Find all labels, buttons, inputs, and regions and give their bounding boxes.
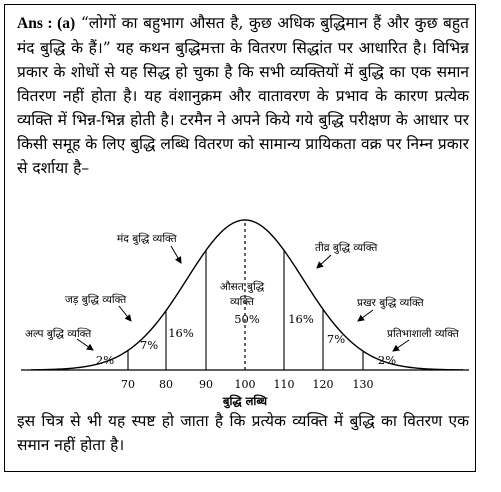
label-ausat-line2: व्यक्ति <box>229 296 255 308</box>
tick-label-130: 130 <box>352 378 374 391</box>
arrow-mand <box>171 246 181 263</box>
percent-label-high-16: 16% <box>288 312 314 326</box>
percent-label-mid-50: 50% <box>234 312 260 326</box>
percent-label-low-7: 7% <box>139 338 159 352</box>
label-jad-buddhi: जड़ बुद्धि व्यक्ति <box>65 294 127 306</box>
tick-label-80: 80 <box>159 378 173 391</box>
intro-text: “लोगों का बहुभाग औसत है, कुछ अधिक बुद्धिमान हैं और कुछ बहुत मंद बुद्धि के हैं।” यह कथन बुद्धिमत्ता के वितरण सिद्धांत पर आधारित है। विभिन्न प्रकार के शोधों से यह सिद्ध हो चुका है कि सभी व्यक्तियों में बुद्धि का एक समान वितरण नहीं होता है। यह वंशानुक्रम और वातावरण के प्रभाव के कारण प्रत्येक व्यक्ति में भिन्न-भिन्न होती है। टरमैन ने अपने किये गये बुद्धि परीक्षण के आधार पर किसी समूह के लिए बुद्धि लब्धि वितरण को सामान्य प्रायिकता वक्र पर निम्न प्रकार से दर्शाया है– <box>17 14 469 177</box>
label-pratibhashali: प्रतिभाशाली व्यक्ति <box>387 328 459 340</box>
tick-label-70: 70 <box>121 378 135 391</box>
iq-dividers <box>128 250 363 370</box>
percent-label-high-7: 7% <box>326 332 346 346</box>
label-mand-buddhi: मंद बुद्धि व्यक्ति <box>117 233 177 245</box>
percent-label-low-16: 16% <box>168 326 194 340</box>
x-axis-label: बुद्धि लब्धि <box>222 394 268 408</box>
tick-label-90: 90 <box>199 378 213 391</box>
arrow-prakhar <box>358 310 373 321</box>
arrow-pratibha <box>393 340 409 351</box>
normal-curve-figure <box>11 213 477 409</box>
label-alp-buddhi: अल्प बुद्धि व्यक्ति <box>25 328 92 340</box>
answer-prefix: Ans : (a) <box>17 15 76 32</box>
tick-label-120: 120 <box>312 378 334 391</box>
tick-label-100: 100 <box>234 378 256 391</box>
label-prakhar-buddhi: प्रखर बुद्धि व्यक्ति <box>357 297 424 309</box>
tick-label-110: 110 <box>273 378 295 391</box>
arrow-alp <box>77 339 93 350</box>
answer-box <box>4 4 476 472</box>
percent-label-high-2: 2% <box>377 353 397 367</box>
arrow-teevra <box>317 255 331 268</box>
intro-paragraph <box>17 11 469 180</box>
conclusion-paragraph: इस चित्र से भी यह स्पष्ट हो जाता है कि प्रत्येक व्यक्ति में बुद्धि का वितरण एक समान नहीं होता है। <box>17 412 469 454</box>
arrow-jad <box>119 306 131 321</box>
percent-label-low-2: 2% <box>95 353 115 367</box>
label-teevra-buddhi: तीव्र बुद्धि व्यक्ति <box>315 242 378 254</box>
label-ausat-line1: औसत बुद्धि <box>219 281 265 293</box>
